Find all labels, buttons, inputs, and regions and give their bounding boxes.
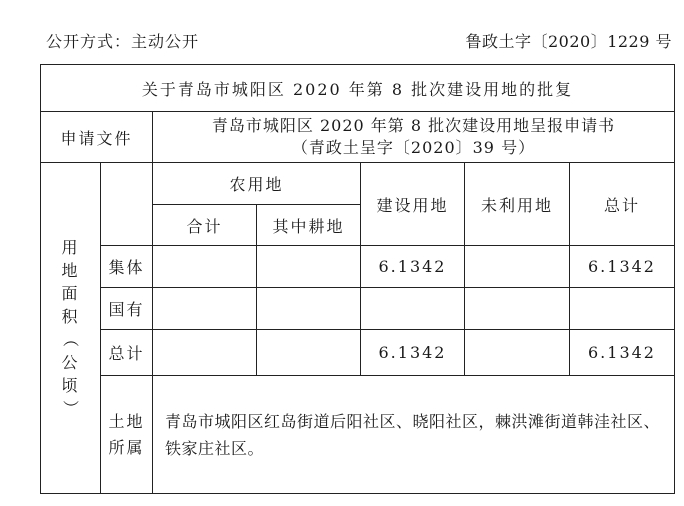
- col-agricultural: 农用地: [153, 163, 361, 205]
- application-value: [153, 112, 675, 163]
- land-area-char-1: 用: [61, 238, 80, 257]
- cell-agri-total: [153, 288, 257, 330]
- land-area-char-4: 积: [61, 307, 80, 326]
- table-row: [41, 330, 675, 376]
- cell-construction: [361, 288, 465, 330]
- cell-farmland: [257, 288, 361, 330]
- unit-paren-open: （: [61, 330, 81, 350]
- col-unused: 未利用地: [465, 163, 570, 246]
- cell-construction: 6.1342: [361, 246, 465, 288]
- application-label: 申请文件: [41, 112, 153, 163]
- row-header-blank: [101, 163, 153, 246]
- disclosure-method: 公开方式：主动公开: [46, 32, 200, 51]
- document-title: 关于青岛市城阳区 2020 年第 8 批次建设用地的批复: [41, 65, 675, 112]
- cell-farmland: [257, 330, 361, 376]
- document-number: 鲁政土字〔2020〕1229 号: [465, 32, 672, 51]
- row-label-collective: 集体: [101, 246, 153, 288]
- application-line-1: 青岛市城阳区 2020 年第 8 批次建设用地呈报申请书: [211, 116, 616, 135]
- cell-farmland: [257, 246, 361, 288]
- land-area-char-2: 地: [61, 261, 80, 280]
- unit-paren-close: ）: [61, 399, 81, 419]
- cell-total: 6.1342: [570, 246, 675, 288]
- col-agri-subtotal: 合计: [153, 205, 257, 246]
- row-label-total: 总计: [101, 330, 153, 376]
- table-row: [41, 288, 675, 330]
- cell-construction: 6.1342: [361, 330, 465, 376]
- unit-char-2: 顷: [61, 376, 80, 395]
- land-owner-label-line-2: 所属: [108, 437, 145, 457]
- col-agri-farmland: 其中耕地: [257, 205, 361, 246]
- land-owner-label: [101, 376, 153, 494]
- cell-unused: [465, 330, 570, 376]
- application-line-2: （青政土呈字〔2020〕39 号）: [291, 138, 536, 157]
- col-construction: 建设用地: [361, 163, 465, 246]
- land-owner-label-line-1: 土地: [108, 411, 145, 431]
- cell-total: [570, 288, 675, 330]
- cell-unused: [465, 246, 570, 288]
- land-area-label: [41, 163, 101, 494]
- col-total: 总计: [570, 163, 675, 246]
- cell-unused: [465, 288, 570, 330]
- unit-char-1: 公: [61, 353, 80, 372]
- cell-agri-total: [153, 246, 257, 288]
- land-owner-value: 青岛市城阳区红岛街道后阳社区、晓阳社区，棘洪滩街道韩洼社区、铁家庄社区。: [153, 376, 675, 494]
- land-area-char-3: 面: [61, 284, 80, 303]
- cell-total: 6.1342: [570, 330, 675, 376]
- table-row: [41, 246, 675, 288]
- row-label-state: 国有: [101, 288, 153, 330]
- cell-agri-total: [153, 330, 257, 376]
- approval-table: [40, 64, 675, 494]
